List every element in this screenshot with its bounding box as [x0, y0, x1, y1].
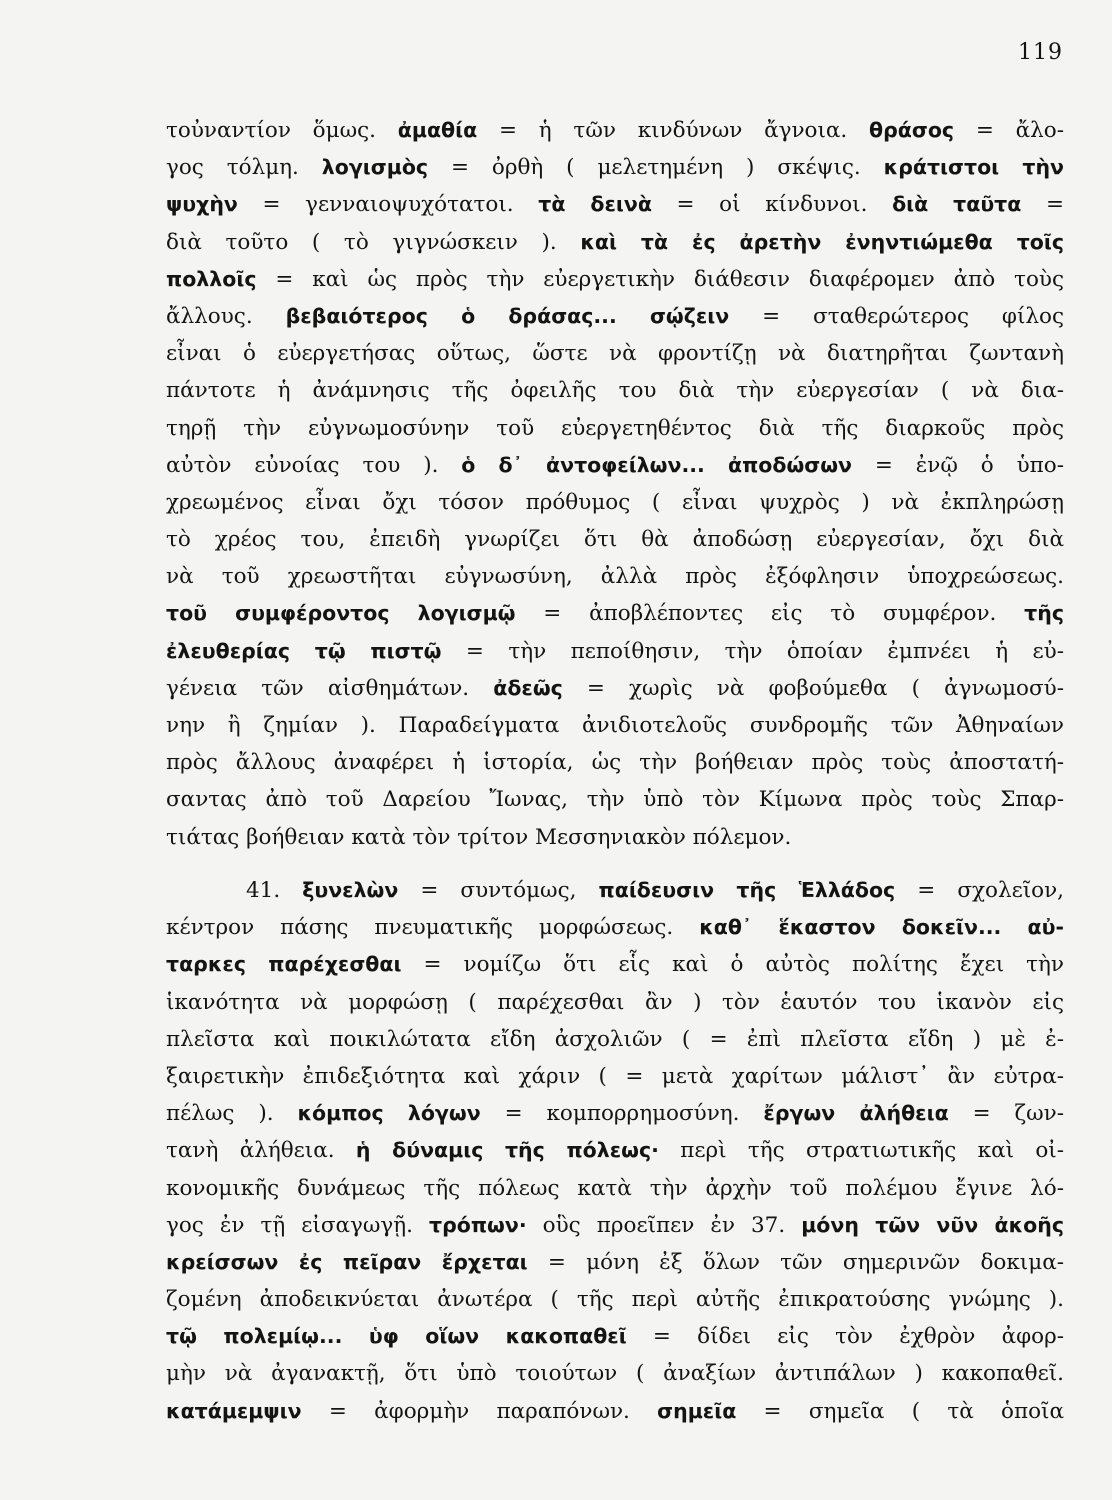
bold-lemma: ὁ δ᾽ ἀντοφείλων... ἀποδώσων [461, 452, 853, 477]
bold-lemma: κράτιστοι τὴν [883, 155, 1065, 180]
gloss-text: = [1021, 192, 1064, 218]
text-line [166, 261, 1064, 298]
text-line [166, 984, 1064, 1021]
bold-lemma: παίδευσιν τῆς Ἑλλάδος [598, 878, 896, 902]
gloss-text: = καὶ ὡς πρὸς τὴν εὐεργετικὴν διάθεσιν διαφέρομεν ἀπὸ τοὺς [256, 266, 1064, 292]
gloss-text: = ὀρθὴ ( μελετημένη ) σκέψις. [428, 155, 884, 181]
bold-lemma: καὶ τὰ ἐς ἀρετὴν ἐνηντιώμεθα τοῖς [580, 229, 1064, 254]
gloss-text: ἱκανότητα νὰ μορφώσῃ ( παρέχεσθαι ἂν ) τὸν ἑαυτόν του ἱκανὸν εἰς [166, 989, 1064, 1015]
gloss-text: = κομπορρημοσύνη. [480, 1101, 764, 1127]
gloss-text: = ἐνῷ ὁ ὑπο- [852, 452, 1064, 478]
text-line [166, 447, 1064, 484]
gloss-text: γος τόλμη. [166, 155, 322, 181]
bold-lemma: μόνη τῶν νῦν ἀκοῆς [801, 1212, 1064, 1237]
gloss-text: νὰ τοῦ χρεωστῆται εὐγνωσύνη, ἀλλὰ πρὸς ἐξόφλησιν ὑποχρεώσεως. [166, 564, 1064, 590]
text-line [166, 781, 1064, 818]
text-line [166, 819, 1064, 856]
gloss-text: χρεωμένος εἶναι ὄχι τόσον πρόθυμος ( εἶναι ψυχρὸς ) νὰ ἐκπληρώσῃ [166, 489, 1064, 515]
gloss-text: μὴν νὰ ἀγανακτῇ, ὅτι ὑπὸ τοιούτων ( ἀναξίων ἀντιπάλων ) κακοπαθεῖ. [166, 1361, 1064, 1387]
bold-lemma: τῆς [1024, 601, 1065, 626]
gloss-text: = μόνη ἐξ ὅλων τῶν σημερινῶν δοκιμα- [527, 1249, 1064, 1275]
gloss-text: = ζων- [948, 1101, 1064, 1127]
gloss-text: = γενναιοψυχότατοι. [237, 192, 539, 218]
gloss-text: = τὴν πεποίθησιν, τὴν ὁποίαν ἐμπνέει ἡ εὐ- [441, 638, 1064, 664]
text-line [166, 112, 1064, 149]
gloss-text: 41. [246, 878, 303, 903]
text-line [166, 1095, 1064, 1132]
gloss-text: τοὐναντίον ὅμως. [166, 118, 398, 143]
commentary-paragraph-41 [166, 872, 1064, 1430]
text-line [166, 1021, 1064, 1058]
text-line [166, 149, 1064, 186]
bold-lemma: κόμπος λόγων [297, 1101, 481, 1126]
gloss-text: γένεια τῶν αἰσθημάτων. [166, 675, 494, 701]
bold-lemma: λογισμὸς [321, 155, 429, 180]
text-line [166, 1058, 1064, 1095]
gloss-text: τανὴ ἀλήθεια. [166, 1138, 356, 1164]
gloss-text: διὰ τοῦτο ( τὸ γιγνώσκειν ). [166, 229, 581, 255]
gloss-text: = σχολεῖον, [895, 878, 1065, 903]
bold-lemma: καθ᾽ ἕκαστον δοκεῖν... αὐ- [699, 915, 1064, 940]
text-line [166, 1207, 1064, 1244]
bold-lemma: ξυνελὼν [302, 878, 399, 902]
gloss-text: νην ἢ ζημίαν ). Παραδείγματα ἀνιδιοτελοῦς συνδρομῆς τῶν Ἀθηναίων [166, 713, 1064, 738]
gloss-text: = σημεῖα ( τὰ ὁποῖα [736, 1398, 1064, 1424]
text-line [166, 521, 1064, 558]
bold-lemma: ψυχὴν [166, 192, 238, 217]
gloss-text: = συντόμως, [398, 878, 599, 903]
gloss-text: αὐτὸν εὐνοίας του ). [166, 452, 462, 478]
bold-lemma: ἀδεῶς [493, 675, 563, 700]
text-line [166, 372, 1064, 409]
gloss-text: ξαιρετικὴν ἐπιδεξιότητα καὶ χάριν ( = μετὰ χαρίτων μάλιστ᾽ ἂν εὐτρα- [166, 1063, 1064, 1089]
bold-lemma: ἡ δύναμις τῆς πόλεως· [355, 1138, 659, 1163]
text-line [166, 335, 1064, 372]
text-line [166, 1318, 1064, 1355]
bold-lemma: τρόπων· [429, 1212, 527, 1237]
page-number: 119 [1018, 40, 1063, 65]
commentary-paragraph-40 [166, 112, 1064, 856]
gloss-text: πάντοτε ἡ ἀνάμνησις τῆς ὀφειλῆς του διὰ τὴν εὐεργεσίαν ( νὰ δια- [166, 378, 1064, 404]
bold-lemma: ἔργων ἀλήθεια [763, 1101, 949, 1126]
text-line [166, 595, 1064, 632]
bold-lemma: ἀμαθία [397, 118, 478, 142]
bold-lemma: διὰ ταῦτα [892, 192, 1022, 217]
gloss-text: τὸ χρέος του, ἐπειδὴ γνωρίζει ὅτι θὰ ἀποδώσῃ εὐεργεσίαν, ὄχι διὰ [166, 527, 1064, 553]
text-line [166, 946, 1064, 983]
text-line [166, 744, 1064, 781]
gloss-text: πέλως ). [166, 1101, 298, 1127]
text-line [166, 872, 1064, 909]
text-line [166, 633, 1064, 670]
gloss-text: = οἱ κίνδυνοι. [651, 192, 893, 218]
gloss-text: = σταθερώτερος φίλος [729, 303, 1065, 329]
gloss-text: περὶ τῆς στρατιωτικῆς καὶ οἰ- [658, 1138, 1064, 1164]
bold-lemma: ἐλευθερίας τῷ πιστῷ [166, 638, 442, 663]
gloss-text: = νομίζω ὅτι εἷς καὶ ὁ αὐτὸς πολίτης ἔχει τὴν [401, 952, 1065, 978]
text-line [166, 909, 1064, 946]
gloss-text: = ἀφορμὴν παραπόνων. [301, 1398, 658, 1424]
gloss-text: σαντας ἀπὸ τοῦ Δαρείου Ἴωνας, τὴν ὑπὸ τὸν Κίμωνα πρὸς τοὺς Σπαρ- [166, 787, 1064, 813]
bold-lemma: ταρκες παρέχεσθαι [166, 952, 402, 977]
gloss-text: κέντρον πάσης πνευματικῆς μορφώσεως. [166, 915, 700, 941]
text-line [166, 1170, 1064, 1207]
gloss-text: πλεῖστα καὶ ποικιλώτατα εἴδη ἀσχολιῶν ( = ἐπὶ πλεῖστα εἴδη ) μὲ ἐ- [166, 1026, 1064, 1052]
gloss-text: εἶναι ὁ εὐεργετήσας οὕτως, ὥστε νὰ φροντίζῃ νὰ διατηρῆται ζωντανὴ [166, 341, 1064, 367]
gloss-text: ἄλλους. [166, 303, 286, 329]
gloss-text: πρὸς ἄλλους ἀναφέρει ἡ ἱστορία, ὡς τὴν βοήθειαν πρὸς τοὺς ἀποστατή- [166, 750, 1064, 776]
text-line [166, 1281, 1064, 1318]
gloss-text: τηρῇ τὴν εὐγνωμοσύνην τοῦ εὐεργετηθέντος διὰ τῆς διαρκοῦς πρὸς [166, 415, 1064, 441]
text-line [166, 1244, 1064, 1281]
gloss-text: = δίδει εἰς τὸν ἐχθρὸν ἀφορ- [626, 1324, 1064, 1350]
bold-lemma: τὰ δεινὰ [538, 192, 652, 217]
text-line [166, 707, 1064, 744]
text-line [166, 298, 1064, 335]
text-line [166, 186, 1064, 223]
gloss-text: = ἡ τῶν κινδύνων ἄγνοια. [477, 118, 870, 143]
gloss-text: ζομένη ἀποδεικνύεται ἀνωτέρα ( τῆς περὶ αὐτῆς ἐπικρατούσης γνώμης ). [166, 1287, 1064, 1313]
gloss-text: κονομικῆς δυνάμεως τῆς πόλεως κατὰ τὴν ἀρχὴν τοῦ πολέμου ἔγινε λό- [166, 1175, 1064, 1201]
bold-lemma: κρείσσων ἐς πεῖραν ἔρχεται [166, 1249, 528, 1274]
text-line [166, 484, 1064, 521]
bold-lemma: θράσος [869, 118, 955, 142]
bold-lemma: σημεῖα [657, 1398, 737, 1423]
text-line [166, 558, 1064, 595]
text-line [166, 224, 1064, 261]
gloss-text: οὓς προεῖπεν ἐν 37. [526, 1212, 802, 1238]
gloss-text: τιάτας βοήθειαν κατὰ τὸν τρίτον Μεσσηνιακὸν πόλεμον. [166, 824, 792, 850]
gloss-text: = ἀποβλέποντες εἰς τὸ συμφέρον. [515, 601, 1025, 627]
bold-lemma: τῷ πολεμίῳ... ὑφ οἵων κακοπαθεῖ [166, 1324, 627, 1349]
bold-lemma: πολλοῖς [166, 266, 257, 291]
text-line [166, 670, 1064, 707]
bold-lemma: κατάμεμψιν [166, 1398, 302, 1423]
gloss-text: γος ἐν τῇ εἰσαγωγῇ. [166, 1212, 429, 1238]
gloss-text: = ἄλο- [954, 118, 1064, 143]
bold-lemma: τοῦ συμφέροντος λογισμῷ [166, 601, 516, 626]
text-line [166, 1393, 1064, 1430]
bold-lemma: βεβαιότερος ὁ δράσας... σῴζειν [285, 303, 730, 328]
text-line [166, 1355, 1064, 1392]
gloss-text: = χωρὶς νὰ φοβούμεθα ( ἀγνωμοσύ- [562, 675, 1064, 701]
text-line [166, 1132, 1064, 1169]
text-line [166, 410, 1064, 447]
